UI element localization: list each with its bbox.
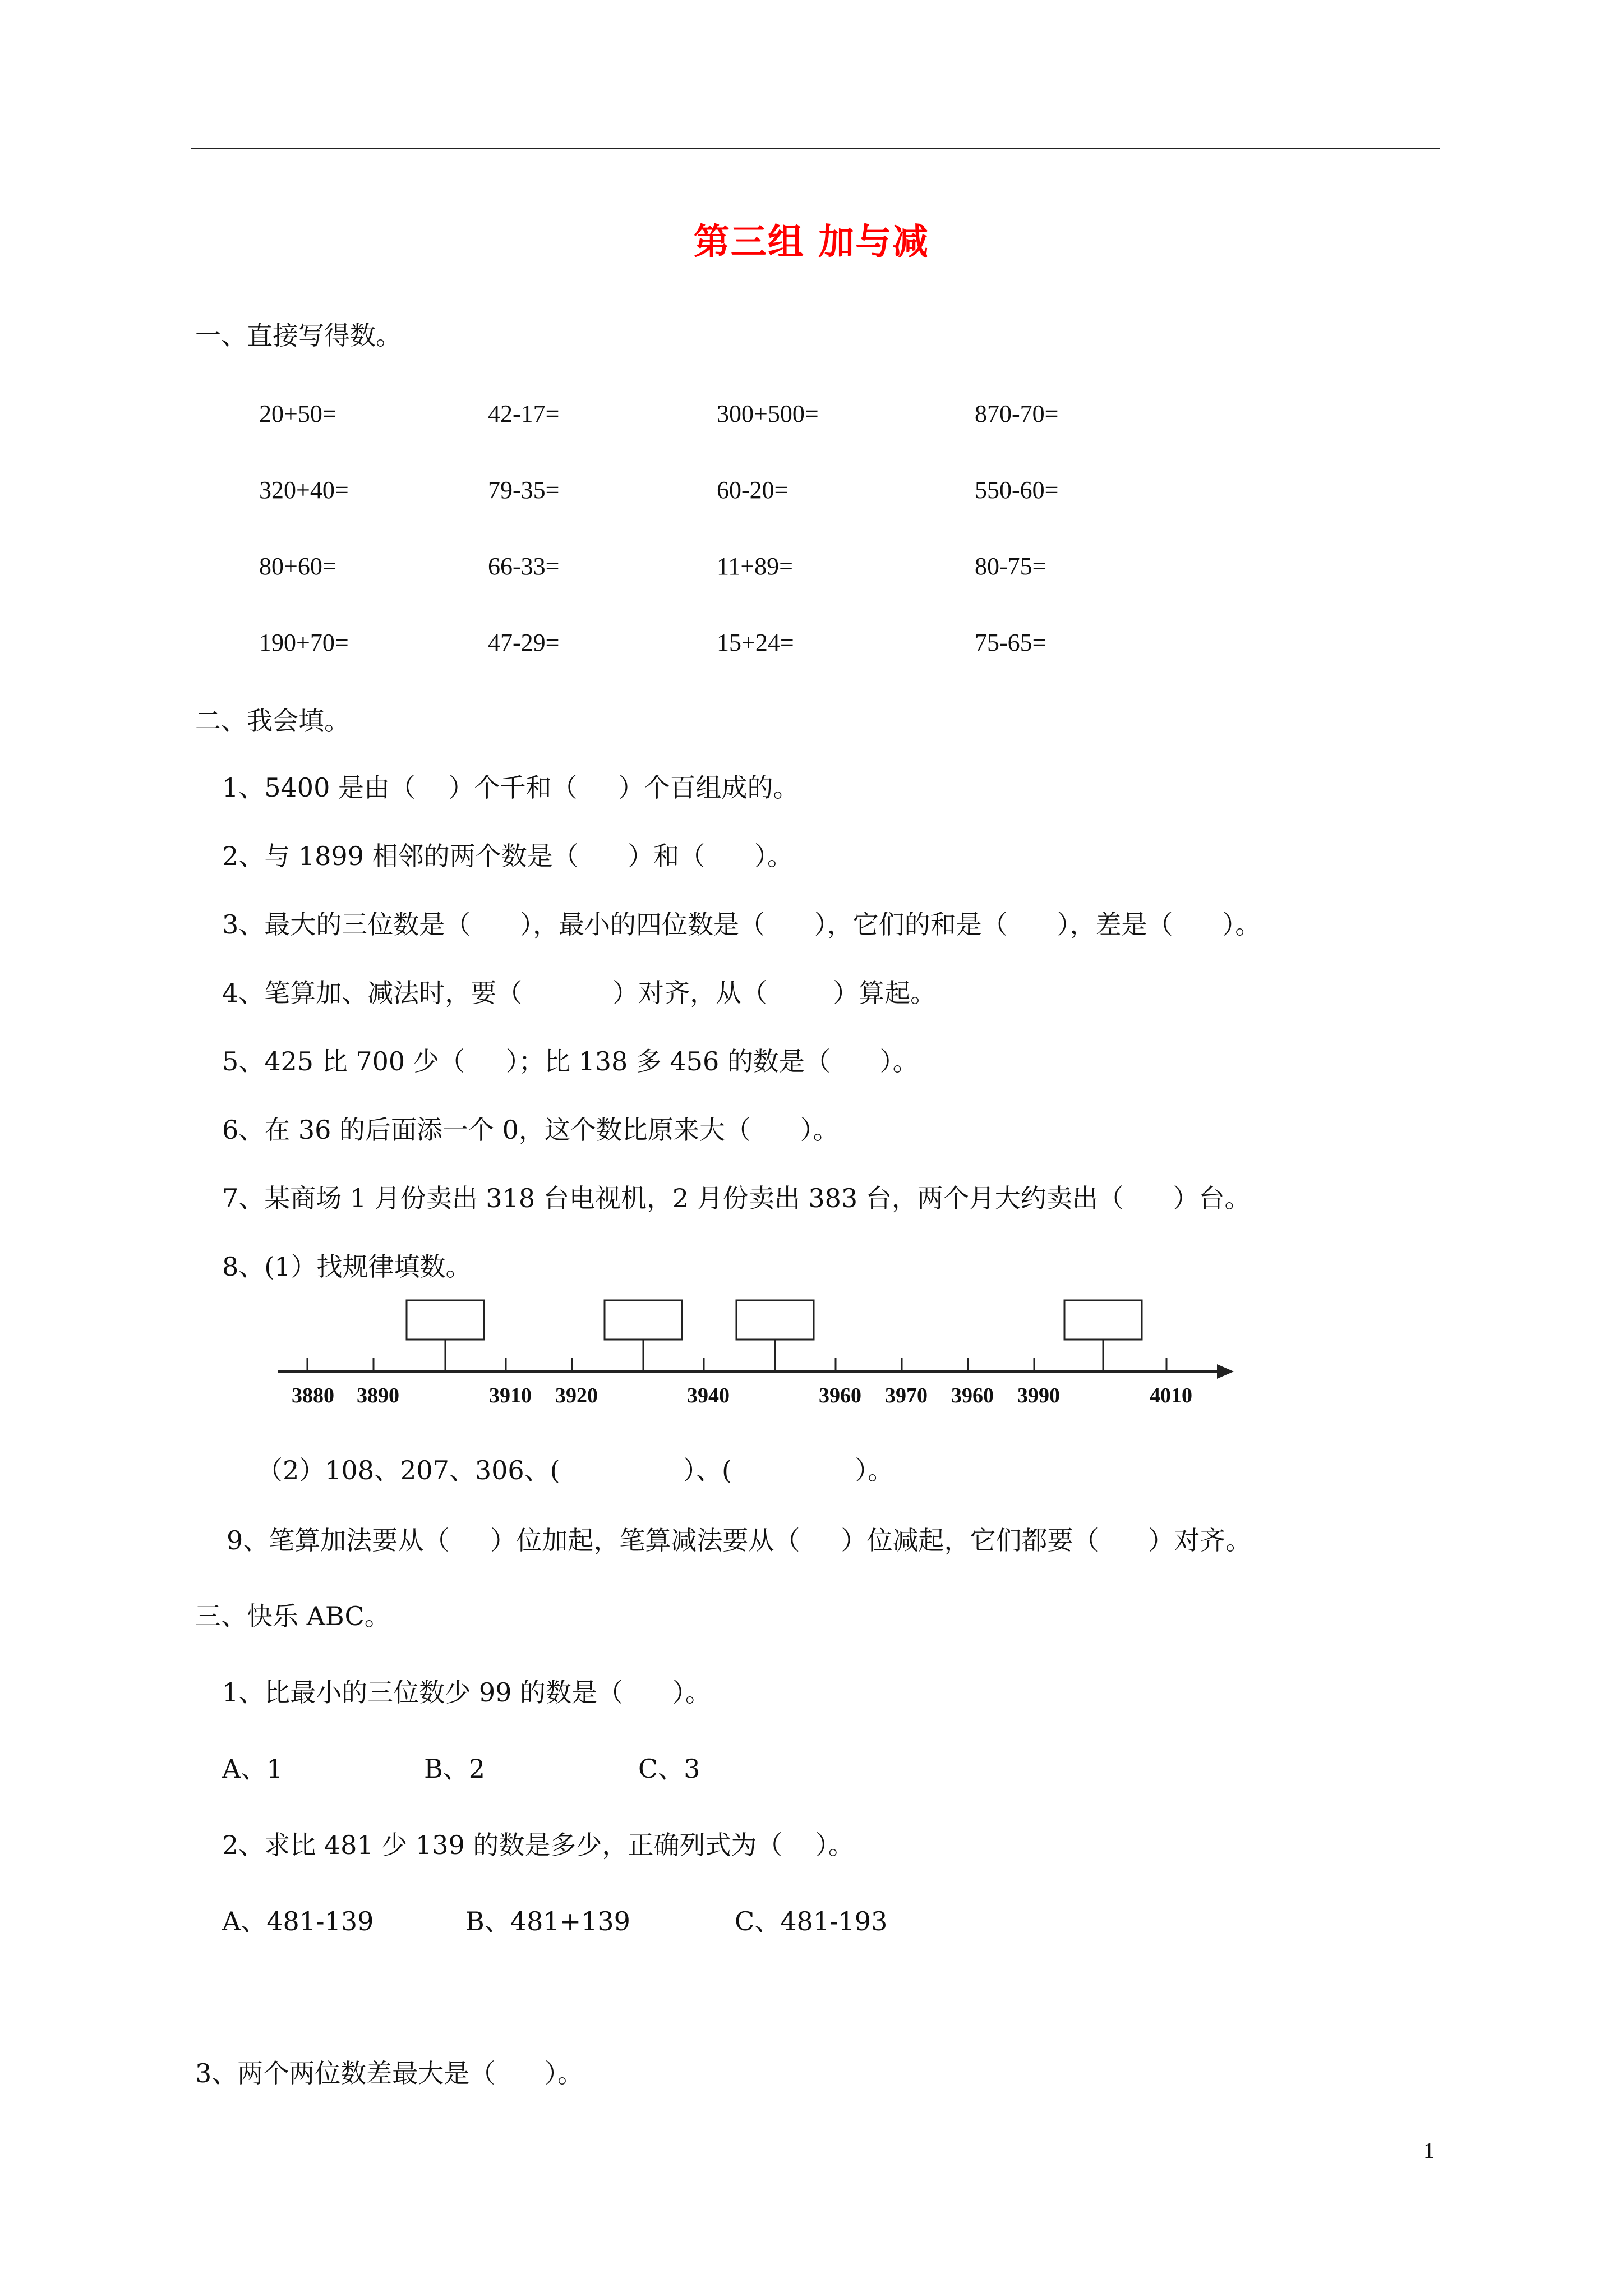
fill-item-1: 1、5400 是由（ ）个千和（ ）个百组成的。 xyxy=(222,772,799,803)
calc-item: 11+89= xyxy=(717,553,793,580)
fill-item-5: 5、425 比 700 少（ ）；比 138 多 456 的数是（ ）。 xyxy=(222,1046,919,1076)
section2-heading: 二、我会填。 xyxy=(195,706,350,736)
q2-option-b[interactable]: B、481+139 xyxy=(465,1906,630,1936)
fill-item-7: 7、某商场 1 月份卖出 318 台电视机，2 月份卖出 383 台，两个月大约卖出（ ）台。 xyxy=(222,1183,1251,1213)
calc-item: 79-35= xyxy=(488,476,560,504)
answer-box[interactable] xyxy=(1064,1300,1142,1340)
calc-item: 42-17= xyxy=(488,400,560,427)
choice-question-2: 2、求比 481 少 139 的数是多少，正确列式为（ ）。 xyxy=(222,1830,854,1860)
tick-label: 3910 xyxy=(489,1384,532,1407)
answer-box[interactable] xyxy=(605,1300,682,1340)
tick-label: 3940 xyxy=(687,1384,730,1407)
calc-item: 190+70= xyxy=(259,629,349,656)
calc-item: 15+24= xyxy=(717,629,794,656)
tick-label: 3960 xyxy=(951,1384,994,1407)
q2-option-a[interactable]: A、481-139 xyxy=(222,1906,374,1936)
number-line-diagram xyxy=(275,1290,1239,1436)
fill-item-8-part2: （2）108、207、306、( ）、( ）。 xyxy=(257,1455,894,1485)
tick-label: 3990 xyxy=(1017,1384,1060,1407)
section1-heading: 一、直接写得数。 xyxy=(195,320,402,351)
fill-item-6: 6、在 36 的后面添一个 0，这个数比原来大（ ）。 xyxy=(222,1115,839,1145)
calc-item: 47-29= xyxy=(488,629,560,656)
tick-label: 3890 xyxy=(357,1384,399,1407)
answer-box[interactable] xyxy=(736,1300,814,1340)
tick-label: 4010 xyxy=(1150,1384,1192,1407)
fill-item-8: 8、(1）找规律填数。 xyxy=(222,1251,472,1282)
choice-question-3: 3、两个两位数差最大是（ ）。 xyxy=(195,2058,583,2088)
calc-item: 66-33= xyxy=(488,553,560,580)
page-title: 第三组 加与减 xyxy=(693,221,930,263)
calc-item: 870-70= xyxy=(975,400,1059,427)
section3-heading: 三、快乐 ABC。 xyxy=(195,1601,390,1631)
fill-item-3: 3、最大的三位数是（ ），最小的四位数是（ ），它们的和是（ ），差是（ ）。 xyxy=(222,909,1261,940)
tick-label: 3970 xyxy=(885,1384,928,1407)
fill-item-4: 4、笔算加、减法时，要（ ）对齐，从（ ）算起。 xyxy=(222,978,937,1008)
tick-marks xyxy=(307,1340,1166,1372)
q1-option-c[interactable]: C、3 xyxy=(638,1754,700,1784)
calc-item: 80-75= xyxy=(975,553,1046,580)
q2-option-c[interactable]: C、481-193 xyxy=(735,1906,888,1936)
tick-label: 3960 xyxy=(819,1384,861,1407)
header-rule xyxy=(191,148,1440,149)
tick-label: 3920 xyxy=(555,1384,598,1407)
fill-item-2: 2、与 1899 相邻的两个数是（ ）和（ ）。 xyxy=(222,841,794,871)
calc-item: 300+500= xyxy=(717,400,819,427)
calc-item: 80+60= xyxy=(259,553,336,580)
tick-label: 3880 xyxy=(292,1384,334,1407)
calc-item: 20+50= xyxy=(259,400,336,427)
page-number: 1 xyxy=(1423,2138,1435,2163)
fill-item-9: 9、笔算加法要从（ ）位加起，笔算减法要从（ ）位减起，它们都要（ ）对齐。 xyxy=(227,1525,1252,1556)
q1-option-b[interactable]: B、2 xyxy=(424,1754,486,1784)
answer-box[interactable] xyxy=(407,1300,484,1340)
arrow-head-icon xyxy=(1217,1364,1234,1379)
calc-item: 550-60= xyxy=(975,476,1059,504)
calc-item: 60-20= xyxy=(717,476,789,504)
calc-item: 75-65= xyxy=(975,629,1046,656)
q1-option-a[interactable]: A、1 xyxy=(222,1754,283,1784)
calc-item: 320+40= xyxy=(259,476,349,504)
choice-question-1: 1、比最小的三位数少 99 的数是（ ）。 xyxy=(222,1677,711,1708)
